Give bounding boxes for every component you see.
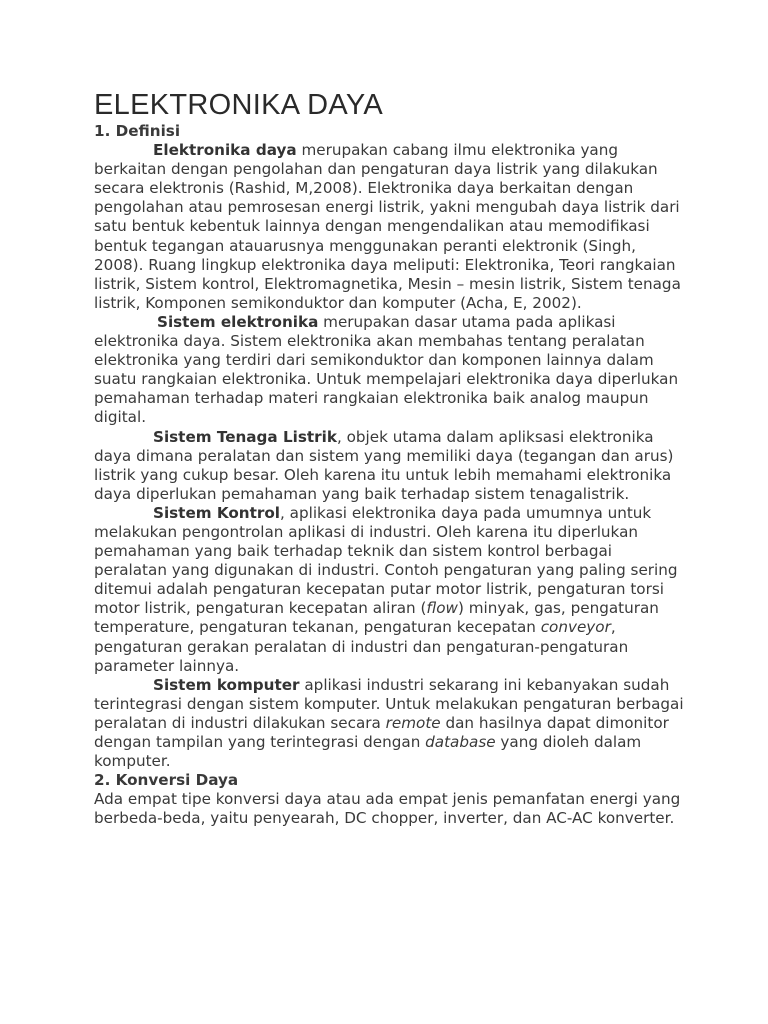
document-title: ELEKTRONIKA DAYA xyxy=(94,89,383,121)
section-heading-definisi: 1. Definisi xyxy=(94,122,181,140)
term-sistem-kontrol: Sistem Kontrol xyxy=(153,503,280,522)
paragraph-elektronika-daya xyxy=(94,141,684,313)
paragraph-text: merupakan dasar utama pada aplikasi elektronika daya. Sistem elektronika akan membahas tentang peralatan elektronika yang terdiri dari semikonduktor dan komponen lainnya dalam suatu rangkaian elektronika. Untuk mempelajari elektronika daya diperlukan pemahaman terhadap materi rangkaian elektronika baik analog maupun digital. xyxy=(94,312,679,427)
term-sistem-komputer: Sistem komputer xyxy=(153,675,300,694)
document-page xyxy=(94,88,684,828)
paragraph-text: , pengaturan gerakan peralatan di industri dan pengaturan-pengaturan parameter lainnya. xyxy=(94,618,629,675)
section-heading-konversi-daya: 2. Konversi Daya xyxy=(94,771,239,790)
paragraph-text: ) minyak, gas, pengaturan temperature, pengaturan tekanan, pengaturan kecepatan xyxy=(94,599,659,637)
paragraph-sistem-elektronika xyxy=(94,313,684,428)
italic-term-remote: remote xyxy=(385,713,441,732)
italic-term-conveyor: conveyor xyxy=(540,618,611,637)
paragraph-text: merupakan cabang ilmu elektronika yang berkaitan dengan pengolahan dan pengaturan daya listrik yang dilakukan secara elektronis (Rashid, M,2008). Elektronika daya berkaitan dengan pengolahan atau pemrosesan energi listrik, yakni mengubah daya listrik dari satu bentuk kebentuk lainnya dengan mengendalikan atau memodifikasi bentuk tegangan atauarusnya menggunakan peranti elektronik (Singh, 2008). Ruang lingkup elektronika daya meliputi: Elektronika, Teori rangkaian listrik, Sistem kontrol, Elektromagnetika, Mesin – mesin listrik, Sistem tenaga listrik, Komponen semikonduktor dan komputer (Acha, E, 2002). xyxy=(94,141,681,312)
paragraph-konversi-daya: Ada empat tipe konversi daya atau ada empat jenis pemanfatan energi yang berbeda-beda, yaitu penyearah, DC chopper, inverter, dan AC-AC konverter. xyxy=(94,790,681,828)
term-elektronika-daya: Elektronika daya xyxy=(153,141,297,160)
paragraph-sistem-komputer xyxy=(94,676,684,771)
paragraph-text: , objek utama dalam apliksasi elektronika daya dimana peralatan dan sistem yang memiliki daya (tegangan dan arus) listrik yang cukup besar. Oleh karena itu untuk lebih memahami elektronika daya diperlukan pemahaman yang baik terhadap sistem tenagalistrik. xyxy=(94,427,674,503)
paragraph-sistem-tenaga-listrik xyxy=(94,428,684,504)
paragraph-sistem-kontrol xyxy=(94,504,684,676)
term-sistem-elektronika: Sistem elektronika xyxy=(157,312,319,331)
italic-term-database: database xyxy=(425,733,496,751)
paragraph-text: dan hasilnya dapat dimonitor dengan tampilan yang terintegrasi dengan xyxy=(94,713,669,751)
term-sistem-tenaga-listrik: Sistem Tenaga Listrik xyxy=(153,427,337,446)
paragraph-text: aplikasi industri sekarang ini kebanyakan sudah terintegrasi dengan sistem komputer. Untuk melakukan pengaturan berbagai peralatan di industri dilakukan secara xyxy=(94,675,684,732)
italic-term-flow: flow xyxy=(426,599,458,618)
paragraph-text: yang dioleh dalam komputer. xyxy=(94,733,642,771)
paragraph-text: , aplikasi elektronika daya pada umumnya untuk melakukan pengontrolan aplikasi di industri. Oleh karena itu diperlukan pemahaman yang baik terhadap teknik dan sistem kontrol berbagai peralatan yang digunakan di industri. Contoh pengaturan yang paling sering ditemui adalah pengaturan kecepatan putar motor listrik, pengaturan torsi motor listrik, pengaturan kecepatan aliran ( xyxy=(94,503,678,618)
